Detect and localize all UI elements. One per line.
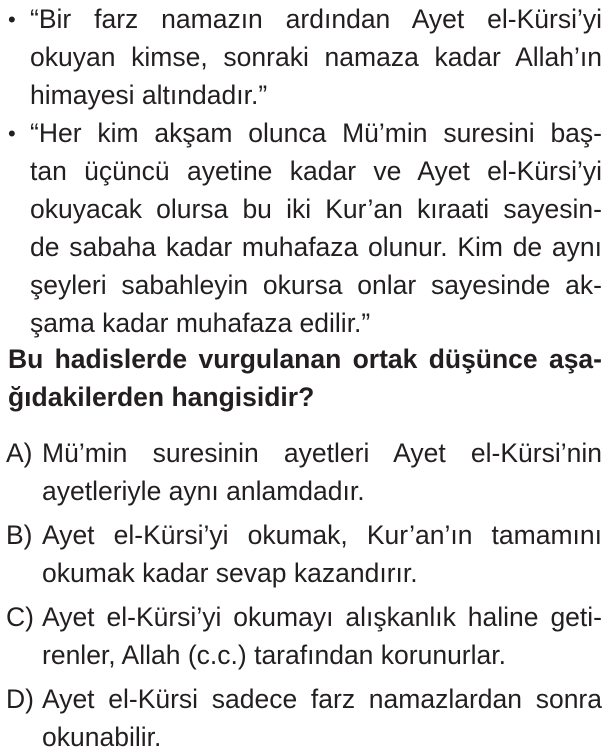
option-line: Ayet el-Kürsi sadece farz namazlardan sonra (42, 684, 602, 714)
quote-line: himayesi altındadır.” (30, 80, 268, 110)
option-line: Ayet el-Kürsi’yi okumayı alışkanlık haline geti- (42, 602, 602, 632)
option-letter: A) (6, 438, 33, 468)
option-letter: D) (6, 684, 34, 714)
option-line: renler, Allah (c.c.) tarafından korunurlar. (42, 640, 506, 670)
option-line: Ayet el-Kürsi’yi okumak, Kur’an’ın tamamını (42, 520, 602, 550)
quote-line: okuyan kimse, sonraki namaza kadar Allah’ın (30, 42, 602, 72)
option-letter: C) (6, 602, 34, 632)
quote-line: de sabaha kadar muhafaza olunur. Kim de aynı (30, 232, 602, 262)
option-line: okunabilir. (42, 722, 162, 752)
option-letter: B) (6, 520, 33, 550)
option-line: ayetleriyle aynı anlamdadır. (42, 476, 365, 506)
question-line: Bu hadislerde vurgulanan ortak düşünce aşa- (8, 344, 602, 374)
quote-line: şeyleri sabahleyin okursa onlar sayesinde ak- (30, 270, 602, 300)
question-line: ğıdakilerden hangisidir? (8, 382, 315, 412)
quote-line: şama kadar muhafaza edilir.” (30, 308, 371, 338)
quote-line: “Bir farz namazın ardından Ayet el-Kürsi’yi (30, 4, 602, 34)
quote-line: “Her kim akşam olunca Mü’min suresini baş- (30, 118, 602, 148)
quote-line: okuyacak olursa bu iki Kur’an kıraati sayesin- (30, 194, 602, 224)
bullet-icon: • (8, 7, 16, 32)
quote-line: tan üçüncü ayetine kadar ve Ayet el-Kürsi’yi (30, 156, 602, 186)
option-line: Mü’min suresinin ayetleri Ayet el-Kürsi’nin (42, 438, 602, 468)
bullet-icon: • (8, 121, 16, 146)
option-line: okumak kadar sevap kazandırır. (42, 558, 418, 588)
